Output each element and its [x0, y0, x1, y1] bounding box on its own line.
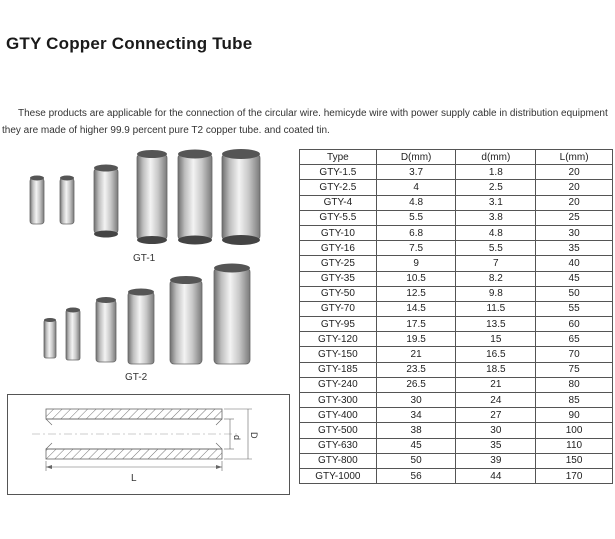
cell-outer-diameter: 9 — [376, 256, 456, 271]
dimension-diagram — [7, 394, 290, 495]
table-row — [300, 180, 613, 195]
page-title: GTY Copper Connecting Tube — [6, 34, 253, 53]
cell-length: 30 — [536, 225, 613, 240]
diameter-inner-label: d — [232, 435, 242, 441]
cell-inner-diameter: 11.5 — [456, 301, 536, 316]
tube-6 — [222, 149, 260, 245]
cell-type: GTY-120 — [300, 332, 377, 347]
cell-type: GTY-35 — [300, 271, 377, 286]
cell-length: 35 — [536, 241, 613, 256]
cell-inner-diameter: 3.1 — [456, 195, 536, 210]
cell-type: GTY-400 — [300, 408, 377, 423]
tube-4 — [128, 289, 154, 365]
table-row — [300, 453, 613, 468]
table-row — [300, 438, 613, 453]
tube-5 — [170, 276, 202, 364]
product-description — [2, 105, 612, 139]
table-row — [300, 423, 613, 438]
cell-type: GTY-95 — [300, 317, 377, 332]
cell-inner-diameter: 1.8 — [456, 165, 536, 180]
cell-inner-diameter: 15 — [456, 332, 536, 347]
cell-outer-diameter: 34 — [376, 408, 456, 423]
cell-inner-diameter: 30 — [456, 423, 536, 438]
cell-inner-diameter: 8.2 — [456, 271, 536, 286]
cell-inner-diameter: 27 — [456, 408, 536, 423]
cell-type: GTY-1.5 — [300, 165, 377, 180]
cell-length: 50 — [536, 286, 613, 301]
cell-length: 90 — [536, 408, 613, 423]
header-inner-diameter: d(mm) — [456, 150, 536, 165]
cell-inner-diameter: 5.5 — [456, 241, 536, 256]
table-row — [300, 332, 613, 347]
cell-inner-diameter: 2.5 — [456, 180, 536, 195]
cell-outer-diameter: 26.5 — [376, 377, 456, 392]
table-row — [300, 362, 613, 377]
table-row — [300, 301, 613, 316]
cell-length: 75 — [536, 362, 613, 377]
tube-2 — [60, 176, 74, 225]
table-row — [300, 225, 613, 240]
cell-inner-diameter: 16.5 — [456, 347, 536, 362]
cell-outer-diameter: 10.5 — [376, 271, 456, 286]
cell-outer-diameter: 7.5 — [376, 241, 456, 256]
cell-inner-diameter: 35 — [456, 438, 536, 453]
cell-type: GTY-70 — [300, 301, 377, 316]
cell-outer-diameter: 21 — [376, 347, 456, 362]
gt1-product-image — [20, 148, 280, 250]
tube-1 — [30, 176, 44, 225]
cell-length: 65 — [536, 332, 613, 347]
tube-3 — [94, 165, 118, 238]
cell-inner-diameter: 13.5 — [456, 317, 536, 332]
cell-length: 25 — [536, 210, 613, 225]
cell-length: 20 — [536, 195, 613, 210]
cell-outer-diameter: 45 — [376, 438, 456, 453]
cell-length: 20 — [536, 180, 613, 195]
table-row — [300, 377, 613, 392]
cell-type: GTY-240 — [300, 377, 377, 392]
cell-outer-diameter: 4 — [376, 180, 456, 195]
cell-outer-diameter: 6.8 — [376, 225, 456, 240]
cell-inner-diameter: 7 — [456, 256, 536, 271]
table-row — [300, 393, 613, 408]
spec-table — [299, 149, 613, 484]
header-outer-diameter: D(mm) — [376, 150, 456, 165]
cell-length: 45 — [536, 271, 613, 286]
cell-inner-diameter: 9.8 — [456, 286, 536, 301]
cell-type: GTY-50 — [300, 286, 377, 301]
cell-length: 40 — [536, 256, 613, 271]
cell-type: GTY-1000 — [300, 468, 377, 483]
cell-outer-diameter: 38 — [376, 423, 456, 438]
table-row — [300, 256, 613, 271]
table-row — [300, 347, 613, 362]
tube-3 — [96, 297, 116, 362]
gt2-product-image — [30, 262, 260, 370]
cell-outer-diameter: 50 — [376, 453, 456, 468]
table-row — [300, 210, 613, 225]
cell-type: GTY-2.5 — [300, 180, 377, 195]
table-row — [300, 468, 613, 483]
cell-inner-diameter: 24 — [456, 393, 536, 408]
tube-6 — [214, 264, 250, 365]
table-row — [300, 317, 613, 332]
tube-cross-section — [8, 395, 289, 494]
cell-inner-diameter: 21 — [456, 377, 536, 392]
cell-inner-diameter: 18.5 — [456, 362, 536, 377]
gt2-label: GT-2 — [125, 372, 148, 383]
gt1-label: GT-1 — [133, 253, 156, 264]
cell-outer-diameter: 19.5 — [376, 332, 456, 347]
cell-outer-diameter: 56 — [376, 468, 456, 483]
cell-outer-diameter: 23.5 — [376, 362, 456, 377]
cell-length: 20 — [536, 165, 613, 180]
cell-outer-diameter: 30 — [376, 393, 456, 408]
cell-outer-diameter: 3.7 — [376, 165, 456, 180]
cell-length: 80 — [536, 377, 613, 392]
table-row — [300, 286, 613, 301]
description-text: These products are applicable for the connection of the circular wire. hemicyde wire with power supply cable in distribution equipment they are made of higher 99.9 percent pure T2 copper tube. and coated tin. — [2, 108, 608, 136]
length-label: L — [131, 473, 137, 484]
header-type: Type — [300, 150, 377, 165]
cell-outer-diameter: 17.5 — [376, 317, 456, 332]
header-length: L(mm) — [536, 150, 613, 165]
cell-type: GTY-300 — [300, 393, 377, 408]
table-row — [300, 195, 613, 210]
tube-4 — [137, 150, 167, 244]
table-row — [300, 271, 613, 286]
cell-type: GTY-500 — [300, 423, 377, 438]
diameter-outer-label: D — [249, 432, 259, 439]
cell-length: 60 — [536, 317, 613, 332]
cell-type: GTY-10 — [300, 225, 377, 240]
cell-type: GTY-25 — [300, 256, 377, 271]
cell-length: 55 — [536, 301, 613, 316]
cell-type: GTY-5.5 — [300, 210, 377, 225]
table-row — [300, 241, 613, 256]
cell-length: 100 — [536, 423, 613, 438]
cell-length: 150 — [536, 453, 613, 468]
cell-type: GTY-630 — [300, 438, 377, 453]
cell-length: 170 — [536, 468, 613, 483]
cell-inner-diameter: 44 — [456, 468, 536, 483]
cell-outer-diameter: 5.5 — [376, 210, 456, 225]
tube-5 — [178, 150, 212, 245]
cell-length: 70 — [536, 347, 613, 362]
cell-outer-diameter: 14.5 — [376, 301, 456, 316]
cell-type: GTY-185 — [300, 362, 377, 377]
cell-inner-diameter: 39 — [456, 453, 536, 468]
cell-type: GTY-16 — [300, 241, 377, 256]
cell-inner-diameter: 4.8 — [456, 225, 536, 240]
table-header-row — [300, 150, 613, 165]
cell-type: GTY-150 — [300, 347, 377, 362]
cell-outer-diameter: 4.8 — [376, 195, 456, 210]
table-body — [300, 165, 613, 484]
cell-length: 110 — [536, 438, 613, 453]
cell-type: GTY-4 — [300, 195, 377, 210]
tube-2 — [66, 308, 80, 361]
table-row — [300, 165, 613, 180]
cell-length: 85 — [536, 393, 613, 408]
table-row — [300, 408, 613, 423]
cell-inner-diameter: 3.8 — [456, 210, 536, 225]
cell-type: GTY-800 — [300, 453, 377, 468]
cell-outer-diameter: 12.5 — [376, 286, 456, 301]
tube-1 — [44, 318, 56, 358]
